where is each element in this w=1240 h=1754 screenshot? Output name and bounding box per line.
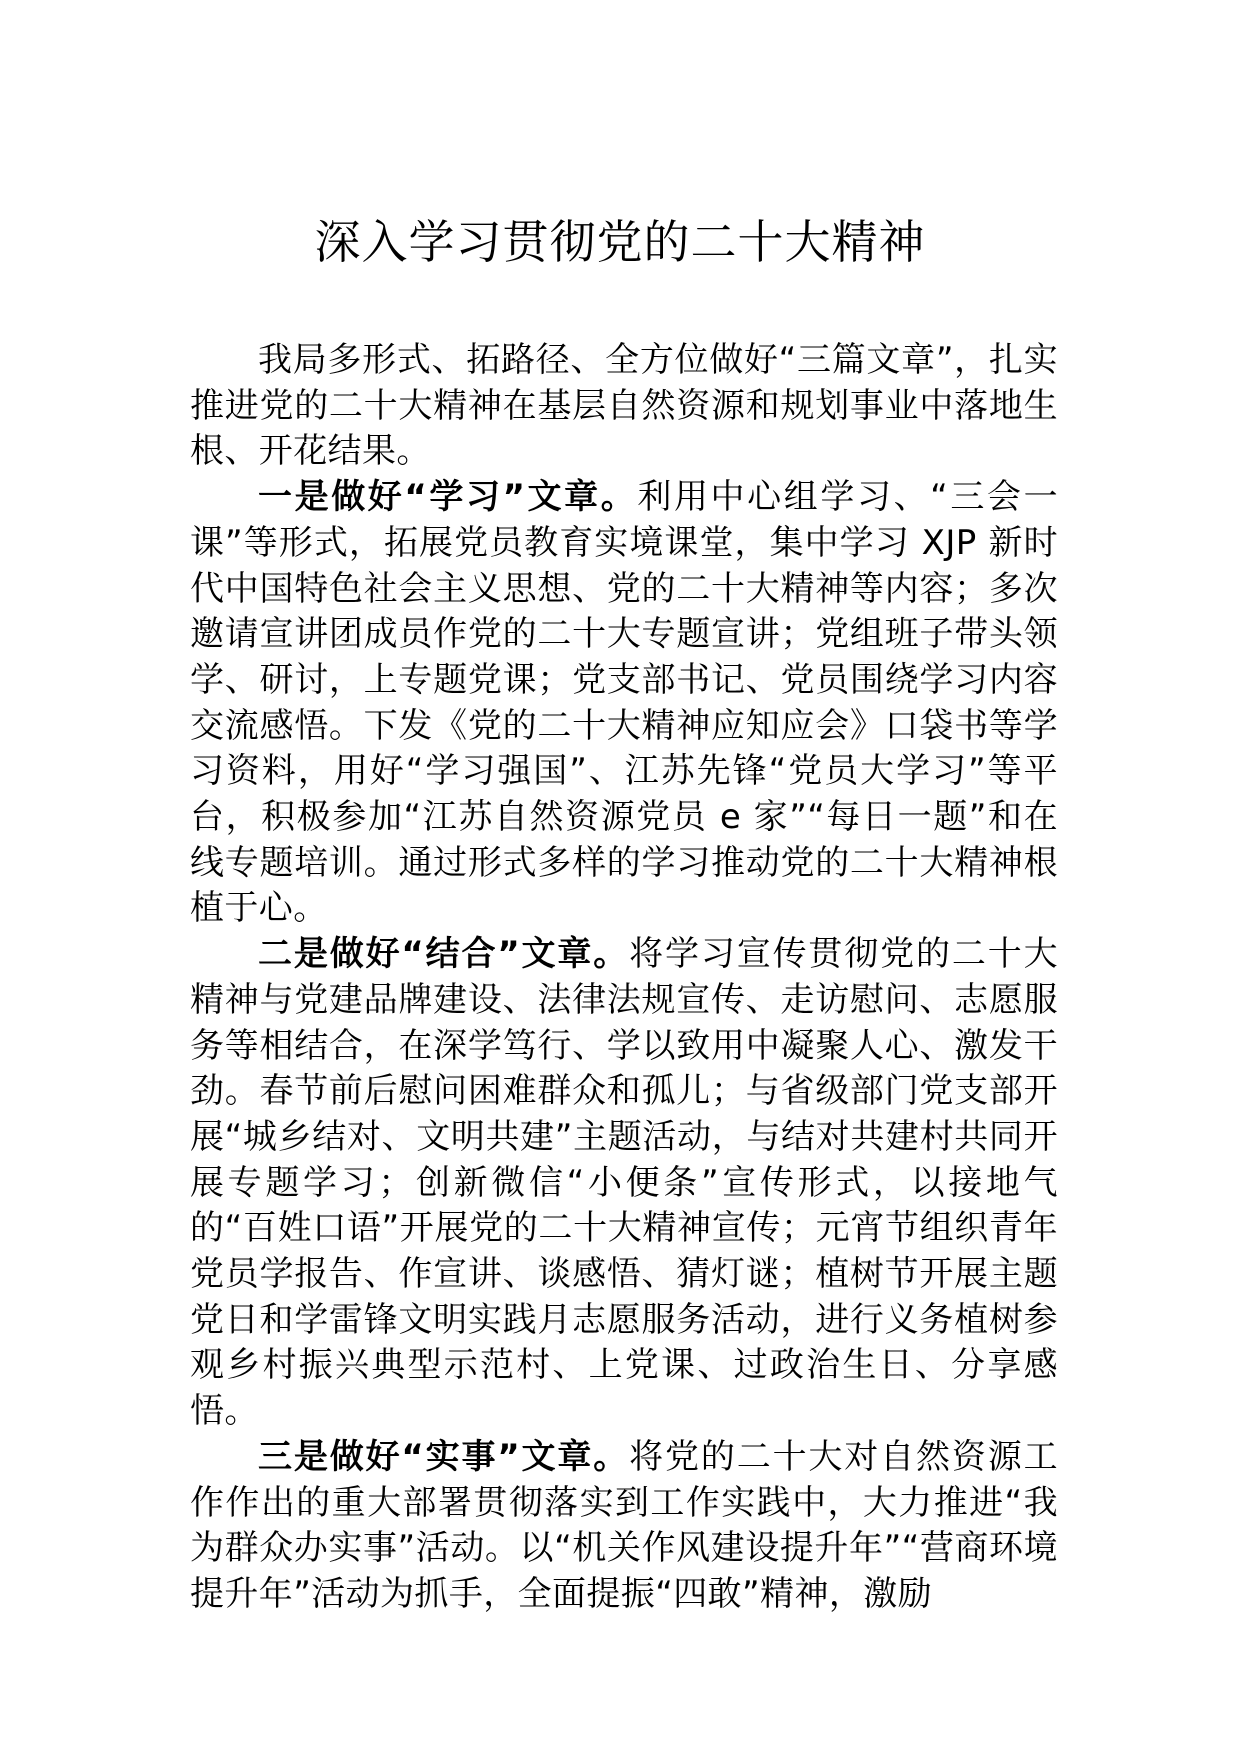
section-paragraph-study (190, 475, 1058, 932)
section-paragraph-combine (190, 932, 1058, 1435)
section-paragraph-practice (190, 1435, 1058, 1618)
section-lead-practice: 三是做好“实事”文章。 (258, 1436, 630, 1477)
intro-paragraph: 我局多形式、拓路径、全方位做好“三篇文章”，扎实推进党的二十大精神在基层自然资源和规划事业中落地生根、开花结果。 (190, 340, 1058, 472)
section-lead-combine: 二是做好“结合”文章。 (258, 934, 630, 975)
section-lead-study: 一是做好“学习”文章。 (258, 477, 638, 518)
section-text-practice: 将党的二十大对自然资源工作作出的重大部署贯彻落实到工作实践中，大力推进“我为群众办实事”活动。以“机关作风建设提升年”“营商环境提升年”活动为抓手，全面提振“四敢”精神，激励 (190, 1436, 1058, 1614)
document-body (190, 338, 1058, 1618)
document-title: 深入学习贯彻党的二十大精神 (314, 215, 926, 269)
section-text-study: 利用中心组学习、“三会一课”等形式，拓展党员教育实境课堂，集中学习 XJP 新时代中国特色社会主义思想、党的二十大精神等内容；多次邀请宣讲团成员作党的二十大专题宣讲；党组班子带头领学、研讨，上专题党课；党支部书记、党员围绕学习内容交流感悟。下发《党的二十大精神应知应会》口袋书等学习资料，用好“学习强国”、江苏先锋“党员大学习”等平台，积极参加“江苏自然资源党员 e 家”“每日一题”和在线专题培训。通过形式多样的学习推动党的二十大精神根植于心。 (190, 477, 1058, 929)
section-text-combine: 将学习宣传贯彻党的二十大精神与党建品牌建设、法律法规宣传、走访慰问、志愿服务等相结合，在深学笃行、学以致用中凝聚人心、激发干劲。春节前后慰问困难群众和孤儿；与省级部门党支部开展“城乡结对、文明共建”主题活动，与结对共建村共同开展专题学习；创新微信“小便条”宣传形式，以接地气的“百姓口语”开展党的二十大精神宣传；元宵节组织青年党员学报告、作宣讲、谈感悟、猜灯谜；植树节开展主题党日和学雷锋文明实践月志愿服务活动，进行义务植树参观乡村振兴典型示范村、上党课、过政治生日、分享感悟。 (190, 934, 1058, 1432)
